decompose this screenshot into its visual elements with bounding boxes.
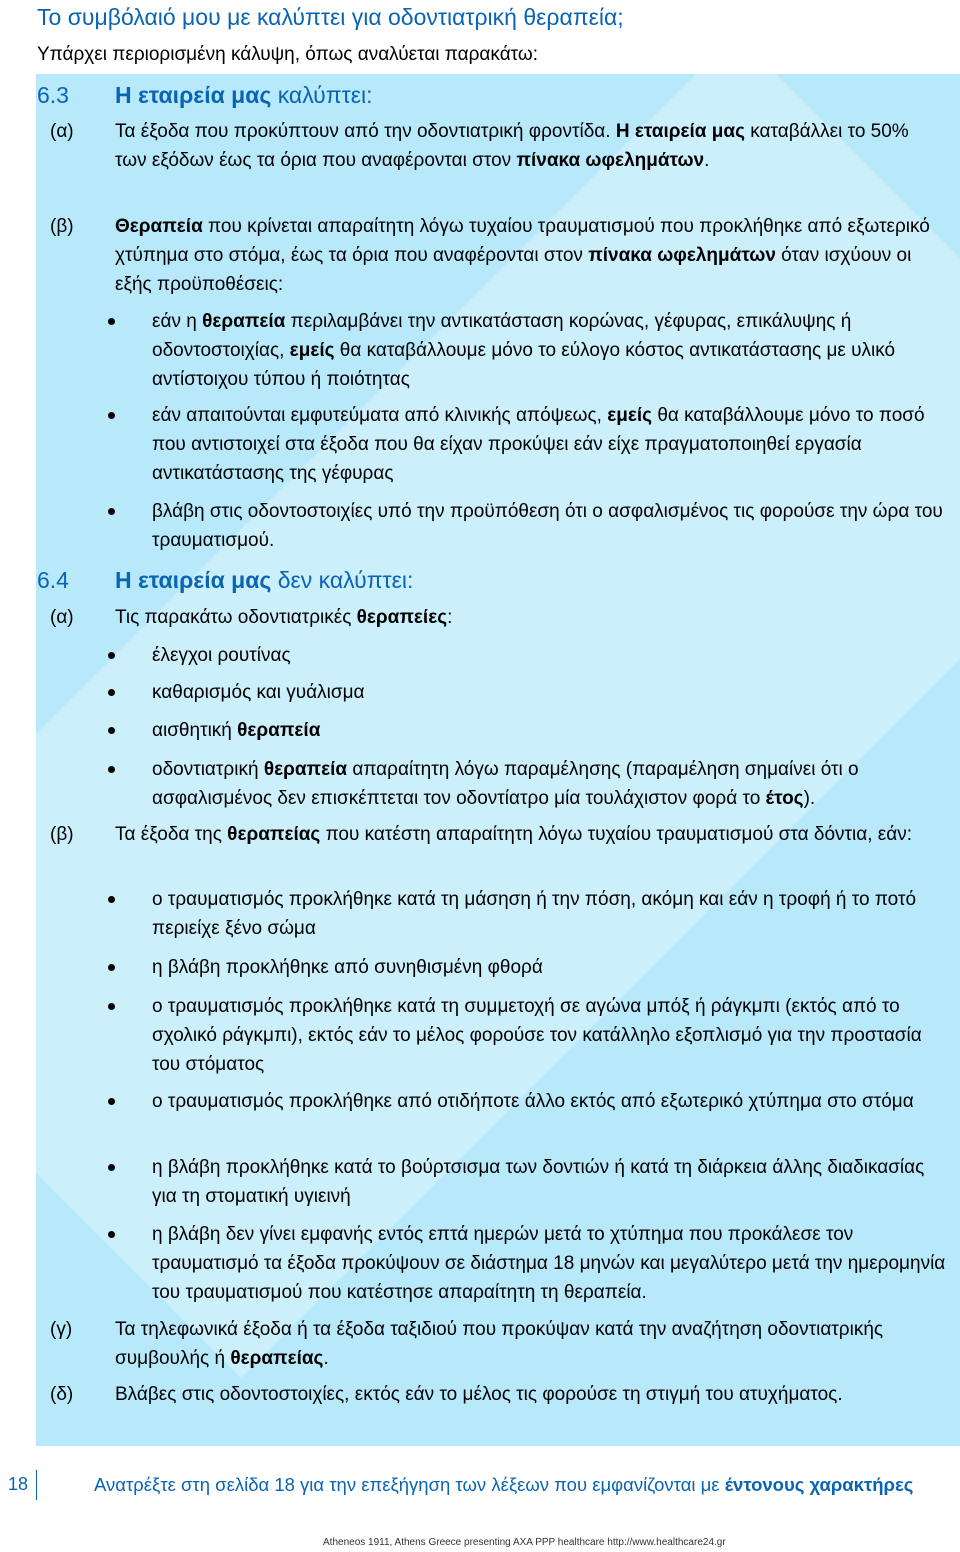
list-item-text: καθαρισμός και γυάλισμα xyxy=(152,682,365,703)
answer-text: Υπάρχει περιορισμένη κάλυψη, όπως αναλύεται παρακάτω: xyxy=(37,44,539,65)
bullet-icon xyxy=(108,727,115,734)
list-item-text: η βλάβη δεν γίνει εμφανής εντός επτά ημερών μετά το χτύπημα που προκάλεσε τον τραυματισμό τα έξοδα προκύψουν σε διάστημα 18 μηνών και μεγαλύτερο μετά την ημερομηνία του τραυματισμού που κατέστησε απαραίτητη τη θεραπεία. xyxy=(152,1224,946,1303)
bullet-icon xyxy=(108,1003,115,1010)
item-label: (β) xyxy=(50,824,74,845)
page-number: 18 xyxy=(7,1474,29,1494)
list-item-text: έλεγχοι ρουτίνας xyxy=(152,645,291,666)
question-heading: Το συμβόλαιό μου με καλύπτει για οδοντιατρική θεραπεία; xyxy=(37,4,624,30)
list-item-text: οδοντιατρική θεραπεία απαραίτητη λόγω παραμέλησης (παραμέληση σημαίνει ότι ο ασφαλισμένος δεν επισκέπτεται τον οδοντίατρο μία τουλάχιστον φορά το έτος). xyxy=(152,759,859,809)
item-label: (β) xyxy=(50,216,74,237)
item-label: (α) xyxy=(50,121,74,142)
bullet-icon xyxy=(108,412,115,419)
bullet-icon xyxy=(108,689,115,696)
item-text: Τις παρακάτω οδοντιατρικές θεραπείες: xyxy=(115,607,453,628)
list-item-text: εάν η θεραπεία περιλαμβάνει την αντικατάσταση κορώνας, γέφυρας, επικάλυψης ή οδοντοστοιχίας, εμείς θα καταβάλλουμε μόνο το εύλογο κόστος αντικατάστασης με υλικό αντίστοιχου τύπου ή ποιότητας xyxy=(152,311,896,390)
bullet-icon xyxy=(108,1231,115,1238)
item-label: (γ) xyxy=(50,1319,73,1340)
list-item-text: η βλάβη προκλήθηκε από συνηθισμένη φθορά xyxy=(152,957,543,978)
list-item-text: ο τραυματισμός προκλήθηκε από οτιδήποτε άλλο εκτός από εξωτερικό χτύπημα στο στόμα xyxy=(152,1091,914,1112)
coverage-panel xyxy=(36,74,960,1446)
item-text: Θεραπεία που κρίνεται απαραίτητη λόγω τυχαίου τραυματισμού που προκλήθηκε από εξωτερικό χτύπημα στο στόμα, έως τα όρια που αναφέρονται στον πίνακα ωφελημάτων όταν ισχύουν οι εξής προϋποθέσεις: xyxy=(115,216,930,295)
bullet-icon xyxy=(108,964,115,971)
section-title: Η εταιρεία μας δεν καλύπτει: xyxy=(115,567,414,593)
list-item-text: εάν απαιτούνται εμφυτεύματα από κλινικής απόψεως, εμείς θα καταβάλλουμε μόνο το ποσό που αντιστοιχεί στα έξοδα που θα είχαν προκύψει εάν είχε πραγματοποιηθεί εργασία αντικατάστασης της γέφυρας xyxy=(152,405,925,484)
bullet-icon xyxy=(108,1098,115,1105)
list-item-text: βλάβη στις οδοντοστοιχίες υπό την προϋπόθεση ότι ο ασφαλισμένος τις φορούσε την ώρα του τραυματισμού. xyxy=(152,501,943,551)
footer-note: Ανατρέξτε στη σελίδα 18 για την επεξήγηση των λέξεων που εμφανίζονται με έντονους χαρακτήρες xyxy=(94,1474,914,1495)
list-item-text: ο τραυματισμός προκλήθηκε κατά τη μάσηση ή την πόση, ακόμη και εάν η τροφή ή το ποτό περιείχε ξένο σώμα xyxy=(152,889,917,939)
list-item-text: η βλάβη προκλήθηκε κατά το βούρτσισμα των δοντιών ή κατά τη διάρκεια άλλης διαδικασίας για τη στοματική υγιεινή xyxy=(152,1157,925,1207)
item-label: (δ) xyxy=(50,1384,74,1405)
bullet-icon xyxy=(108,508,115,515)
bullet-icon xyxy=(108,652,115,659)
item-label: (α) xyxy=(50,607,74,628)
footer-divider xyxy=(36,1470,37,1500)
bullet-icon xyxy=(108,318,115,325)
item-text: Βλάβες στις οδοντοστοιχίες, εκτός εάν το μέλος τις φορούσε τη στιγμή του ατυχήματος. xyxy=(115,1384,843,1405)
section-title: Η εταιρεία μας καλύπτει: xyxy=(115,82,373,108)
bullet-icon xyxy=(108,1164,115,1171)
item-text: Τα έξοδα που προκύπτουν από την οδοντιατρική φροντίδα. Η εταιρεία μας καταβάλλει το 50% των εξόδων έως τα όρια που αναφέρονται στον πίνακα ωφελημάτων. xyxy=(115,121,909,171)
list-item-text: ο τραυματισμός προκλήθηκε κατά τη συμμετοχή σε αγώνα μπόξ ή ράγκμπι (εκτός από το σχολικό ράγκμπι), εκτός εάν το μέλος φορούσε τον κατάλληλο εξοπλισμό για την προστασία του στόματος xyxy=(152,996,922,1075)
bullet-icon xyxy=(108,766,115,773)
list-item-text: αισθητική θεραπεία xyxy=(152,720,321,741)
section-number: 6.4 xyxy=(37,567,69,593)
bullet-icon xyxy=(108,896,115,903)
item-text: Τα τηλεφωνικά έξοδα ή τα έξοδα ταξιδιού που προκύψαν κατά την αναζήτηση οδοντιατρικής συμβουλής ή θεραπείας. xyxy=(115,1319,884,1369)
credit-line: Atheneos 1911, Athens Greece presenting AXA PPP healthcare http://www.healthcare24.gr xyxy=(323,1537,726,1548)
item-text: Τα έξοδα της θεραπείας που κατέστη απαραίτητη λόγω τυχαίου τραυματισμού στα δόντια, εάν: xyxy=(115,824,913,845)
section-number: 6.3 xyxy=(37,82,69,108)
